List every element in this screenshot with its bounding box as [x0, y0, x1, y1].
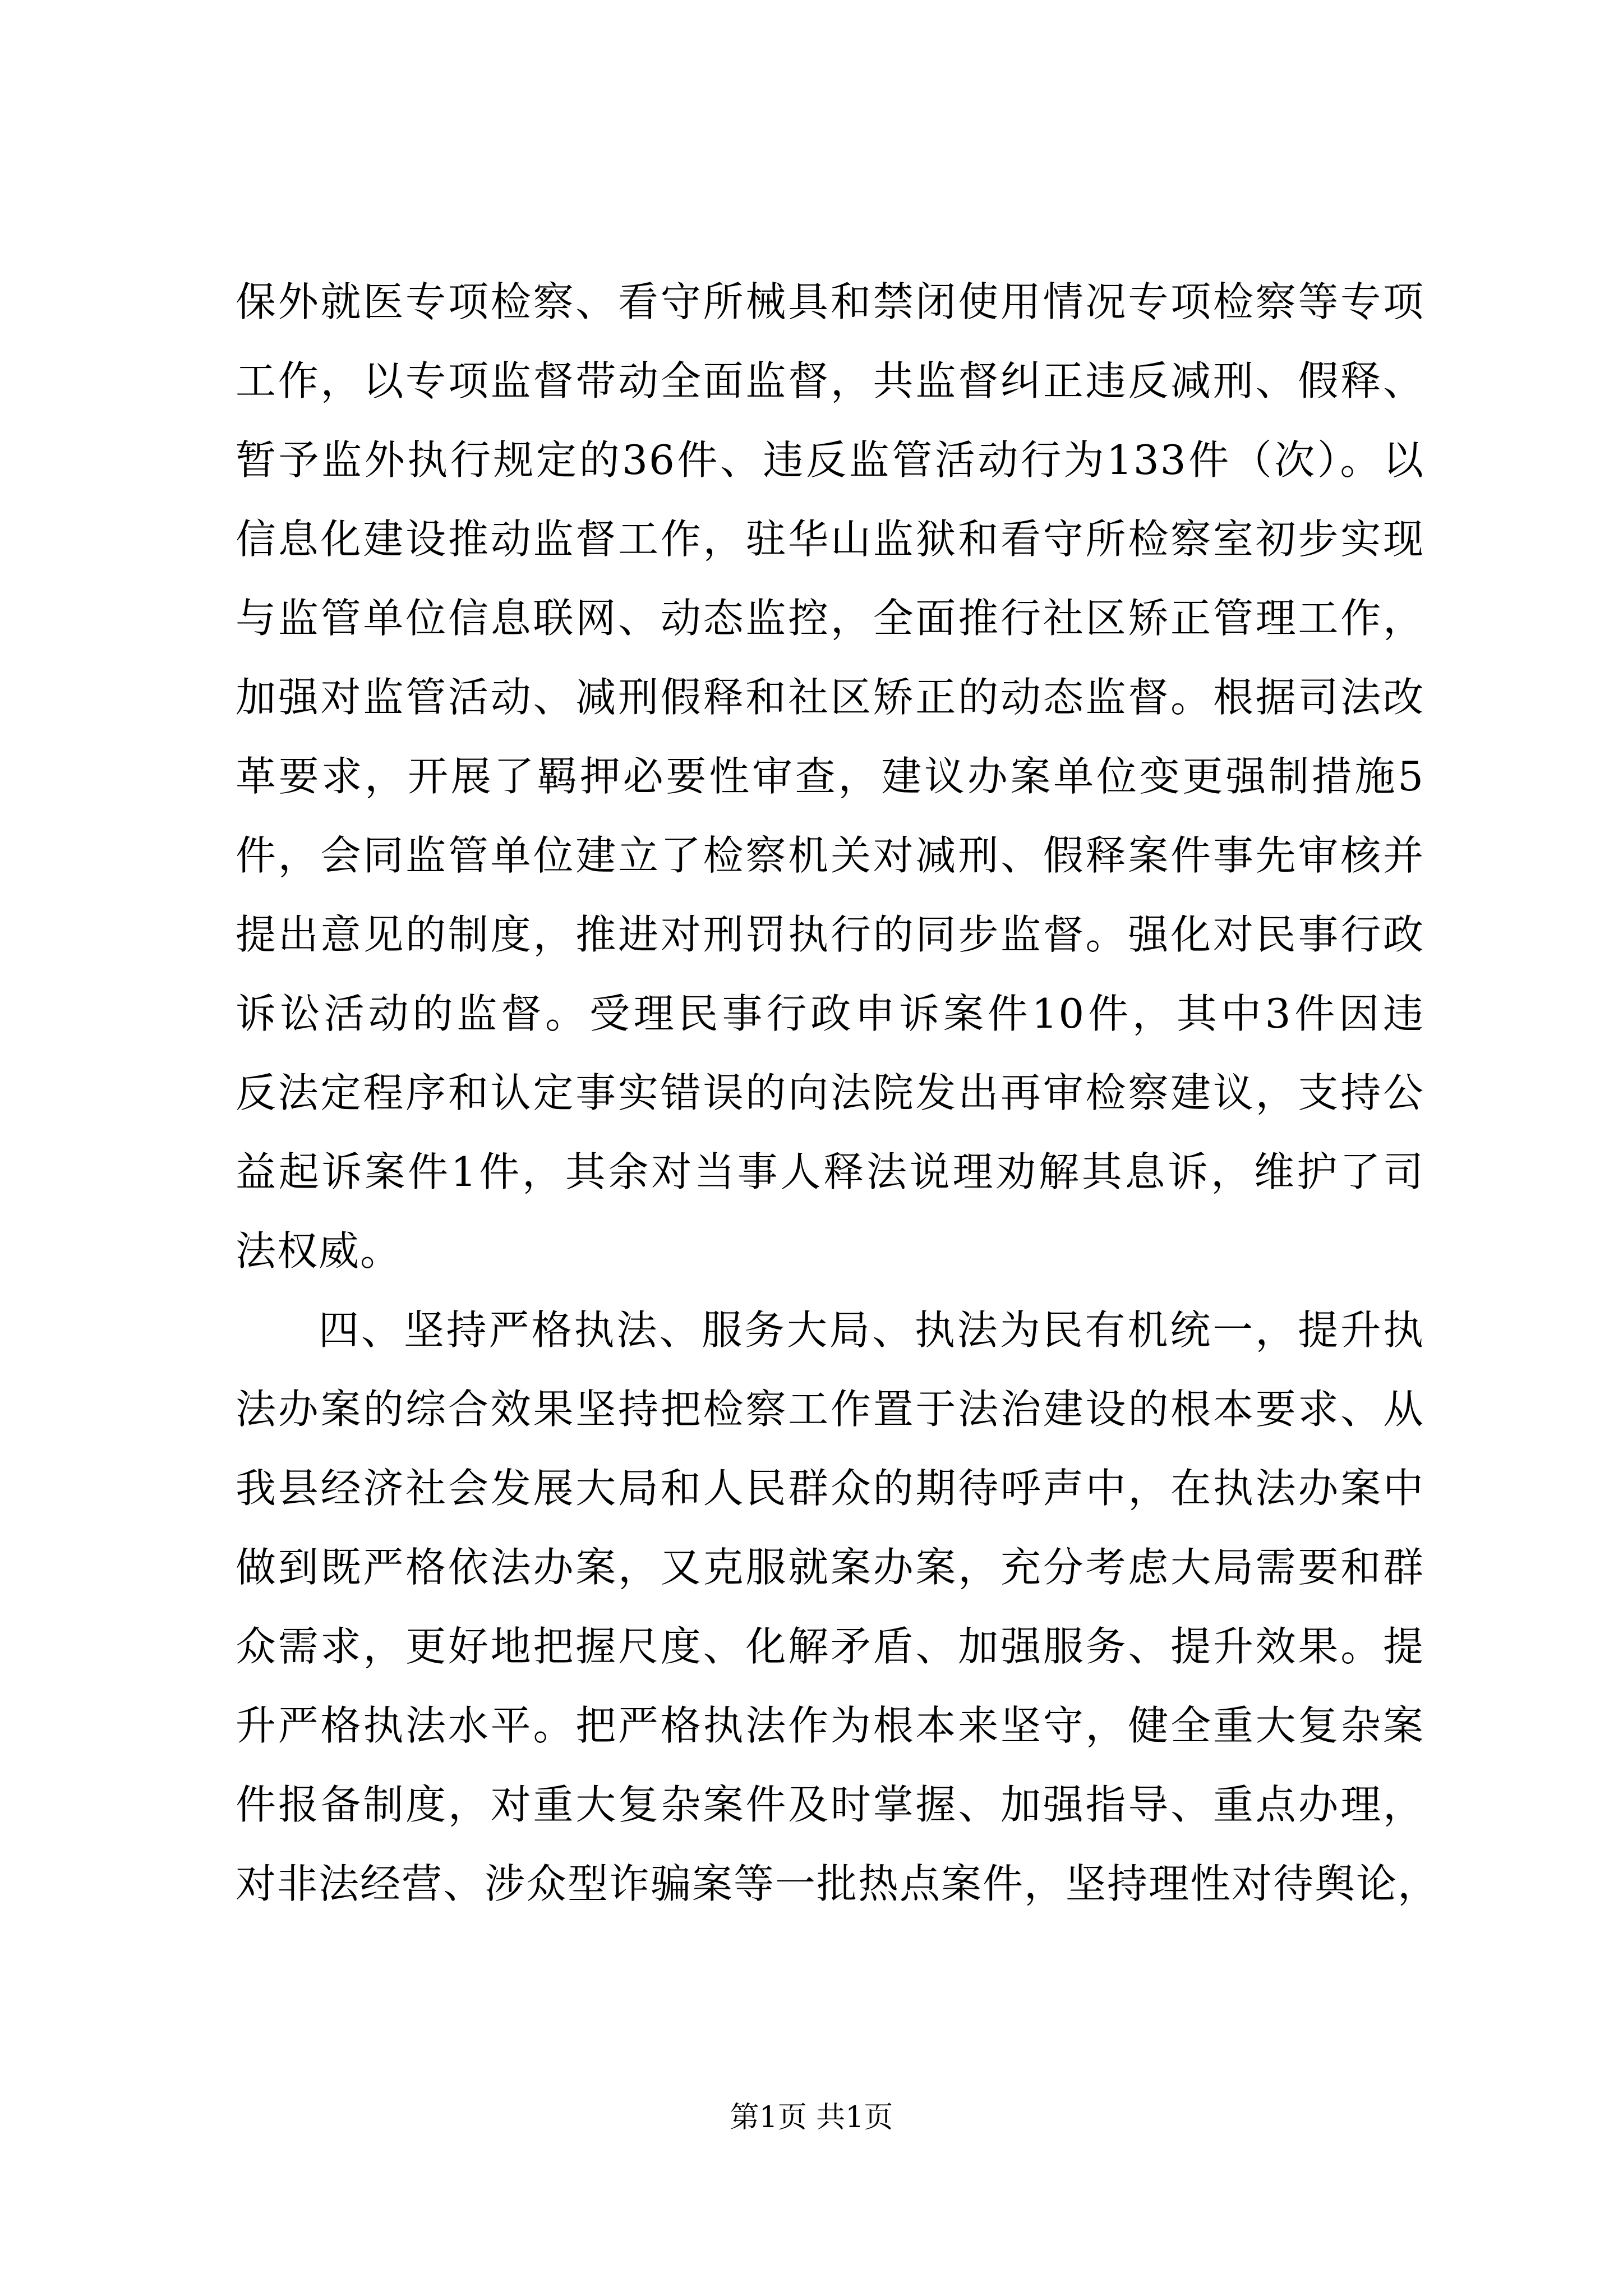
text-line: 法办案的综合效果坚持把检察工作置于法治建设的根本要求、从: [236, 1386, 1424, 1433]
text-line: 信息化建设推动监督工作，驻华山监狱和看守所检察室初步实现: [236, 516, 1424, 563]
text-line: 与监管单位信息联网、动态监控，全面推行社区矫正管理工作，: [236, 595, 1424, 642]
text-line: 对非法经营、涉众型诈骗案等一批热点案件，坚持理性对待舆论，: [236, 1860, 1440, 1907]
text-line: 保外就医专项检察、看守所械具和禁闭使用情况专项检察等专项: [236, 278, 1424, 325]
body-text: [236, 263, 1440, 1924]
paragraph-first-line: 四、坚持严格执法、服务大局、执法为民有机统一，提升执: [319, 1306, 1424, 1354]
text-line: 加强对监管活动、减刑假释和社区矫正的动态监督。根据司法改: [236, 674, 1424, 721]
text-line: 件报备制度，对重大复杂案件及时掌握、加强指导、重点办理，: [236, 1781, 1424, 1828]
text-line: 我县经济社会发展大局和人民群众的期待呼声中，在执法办案中: [236, 1465, 1424, 1512]
text-line: 提出意见的制度，推进对刑罚执行的同步监督。强化对民事行政: [236, 911, 1424, 958]
text-line: 益起诉案件1件，其余对当事人释法说理劝解其息诉，维护了司: [236, 1148, 1424, 1195]
text-line: 暂予监外执行规定的36件、违反监管活动行为133件（次）。以: [236, 436, 1424, 484]
text-line: 做到既严格依法办案，又克服就案办案，充分考虑大局需要和群: [236, 1544, 1424, 1591]
text-line: 工作，以专项监督带动全面监督，共监督纠正违反减刑、假释、: [236, 357, 1424, 404]
text-line: 革要求，开展了羁押必要性审查，建议办案单位变更强制措施5: [236, 753, 1424, 800]
text-line: 升严格执法水平。把严格执法作为根本来坚守，健全重大复杂案: [236, 1702, 1424, 1749]
paragraph-end-line: 法权威。: [236, 1227, 402, 1274]
page-number-footer: 第1页 共1页: [730, 2101, 893, 2134]
text-line: 诉讼活动的监督。受理民事行政申诉案件10件，其中3件因违: [236, 990, 1424, 1037]
text-line: 件，会同监管单位建立了检察机关对减刑、假释案件事先审核并: [236, 832, 1424, 879]
text-line: 众需求，更好地把握尺度、化解矛盾、加强服务、提升效果。提: [236, 1623, 1424, 1670]
text-line: 反法定程序和认定事实错误的向法院发出再审检察建议，支持公: [236, 1069, 1424, 1116]
